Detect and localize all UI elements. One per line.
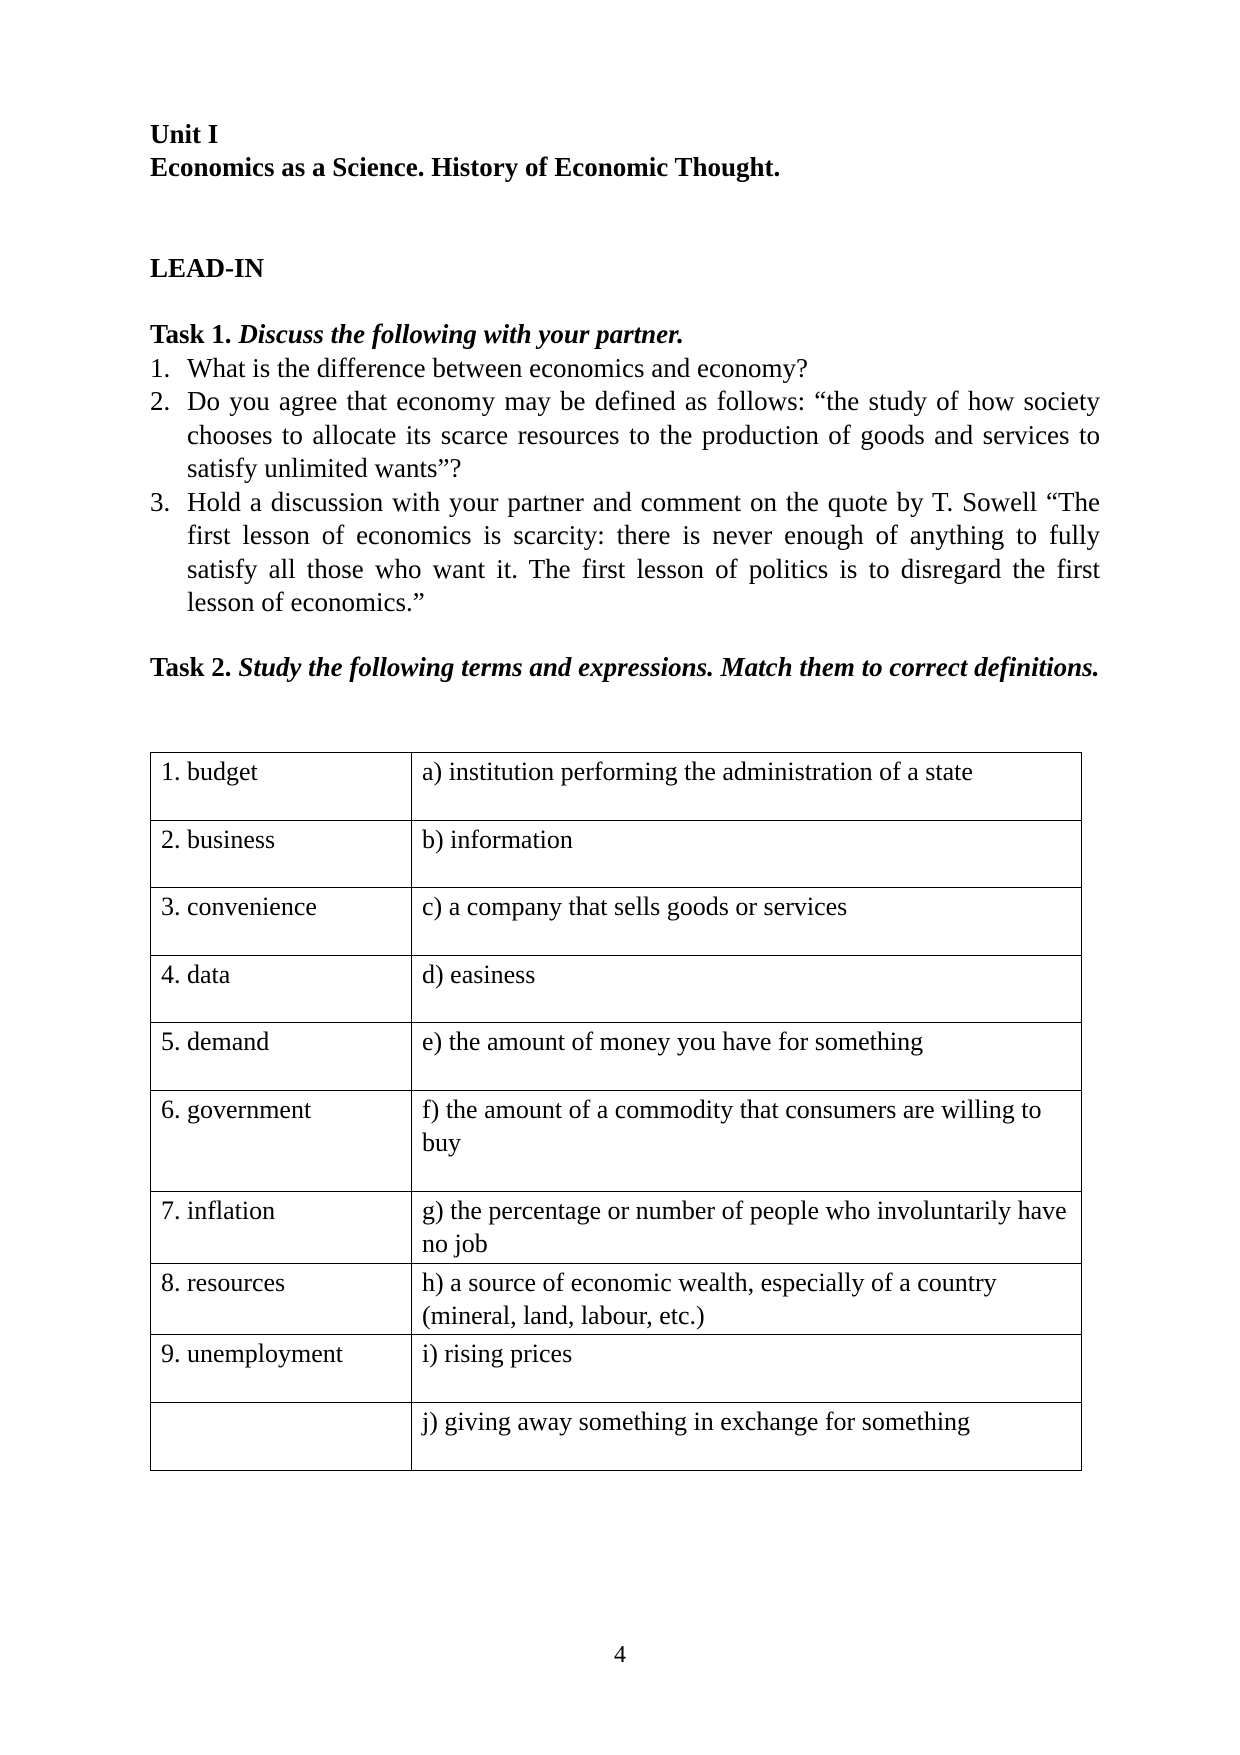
page-number: 4 (614, 1642, 626, 1668)
term-cell: 8. resources (151, 1264, 412, 1335)
definition-cell: j) giving away something in exchange for something (412, 1403, 1082, 1471)
term-cell (151, 1403, 412, 1471)
definition-cell: a) institution performing the administration of a state (412, 753, 1082, 821)
term-cell: 2. business (151, 821, 412, 888)
question-item (150, 352, 1100, 386)
question-item (150, 385, 1100, 486)
task-1-heading (150, 318, 1100, 352)
definition-cell: f) the amount of a commodity that consumers are willing to buy (412, 1091, 1082, 1192)
term-cell: 6. government (151, 1091, 412, 1192)
question-list (150, 352, 1100, 620)
term-cell: 9. unemployment (151, 1335, 412, 1403)
term-cell: 3. convenience (151, 888, 412, 956)
task-1 (150, 318, 1100, 620)
table-row (151, 753, 1082, 821)
question-text: What is the difference between economics and economy? (187, 352, 808, 383)
unit-heading: Unit I (150, 119, 219, 149)
matching-table (150, 752, 1082, 1471)
table-row (151, 1403, 1082, 1471)
table-row (151, 1192, 1082, 1264)
table-row (151, 1023, 1082, 1091)
definition-cell: d) easiness (412, 956, 1082, 1023)
task-2-instruction: Study the following terms and expressions. Match them to correct definitions. (238, 652, 1100, 682)
section-heading: LEAD-IN (150, 253, 265, 283)
question-text: Do you agree that economy may be defined as follows: “the study of how society chooses to allocate its scarce resources to the production of goods and services to satisfy unlimited wants”? (187, 386, 1100, 483)
term-cell: 5. demand (151, 1023, 412, 1091)
task-1-label: Task 1. (150, 319, 232, 349)
definition-cell: g) the percentage or number of people who involuntarily have no job (412, 1192, 1082, 1264)
definition-cell: i) rising prices (412, 1335, 1082, 1403)
definition-cell: b) information (412, 821, 1082, 888)
term-cell: 7. inflation (151, 1192, 412, 1264)
table-row (151, 1264, 1082, 1335)
question-number: 1. (150, 352, 171, 383)
task-2-heading (150, 651, 1100, 685)
question-number: 2. (150, 386, 171, 416)
task-2-label: Task 2. (150, 652, 232, 682)
question-text: Hold a discussion with your partner and comment on the quote by T. Sowell “The first lesson of economics is scarcity: there is never enough of anything to fully satisfy all those who want it. The first lesson of politics is to disregard the first lesson of economics.” (187, 486, 1100, 617)
definition-cell: e) the amount of money you have for something (412, 1023, 1082, 1091)
table-row (151, 1335, 1082, 1403)
table-row (151, 1091, 1082, 1192)
term-cell: 4. data (151, 956, 412, 1023)
task-1-instruction: Discuss the following with your partner. (238, 319, 684, 349)
table-row (151, 956, 1082, 1023)
term-cell: 1. budget (151, 753, 412, 821)
question-item (150, 486, 1100, 620)
unit-title: Economics as a Science. History of Economic Thought. (150, 152, 781, 182)
table-row (151, 888, 1082, 956)
definition-cell: h) a source of economic wealth, especially of a country (mineral, land, labour, etc.) (412, 1264, 1082, 1335)
question-number: 3. (150, 486, 171, 517)
table-row (151, 821, 1082, 888)
definition-cell: c) a company that sells goods or services (412, 888, 1082, 956)
